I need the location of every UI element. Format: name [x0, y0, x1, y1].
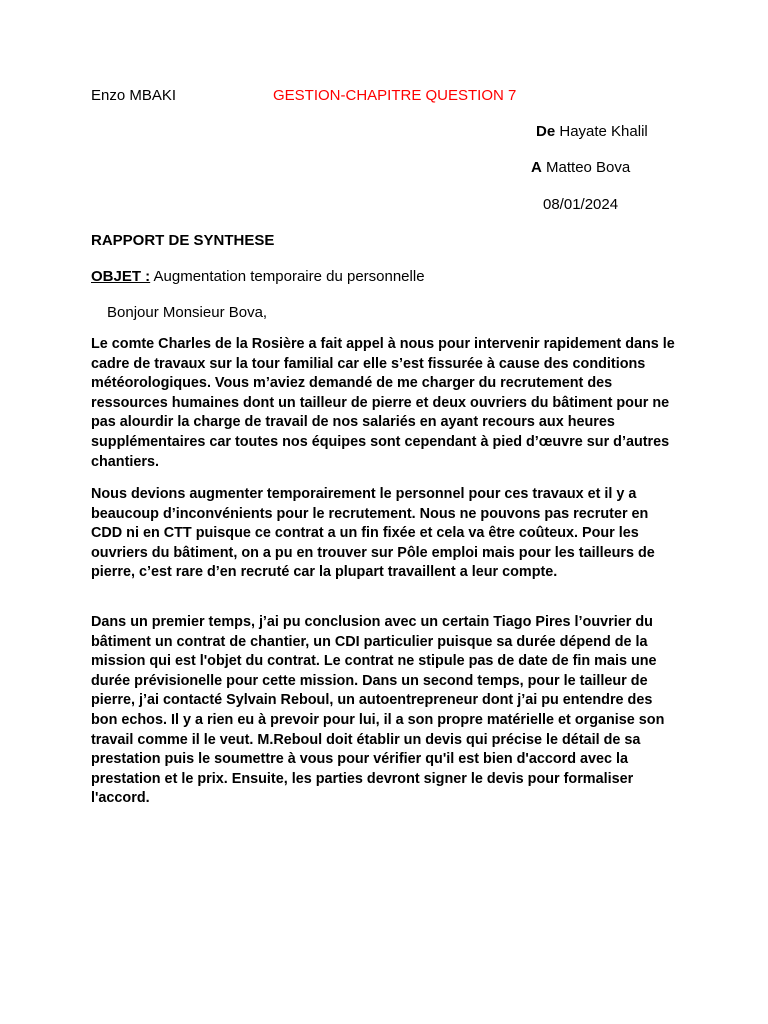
recipient-label: A [531, 159, 542, 176]
subject-label: OBJET : [91, 268, 151, 285]
recipient-line [531, 158, 630, 178]
sender-label: De [536, 123, 556, 140]
body-paragraph: Le comte Charles de la Rosière a fait appel à nous pour intervenir rapidement dans le cadre de travaux sur la tour familial car elle s’est fissurée à cause des conditions météorologiques. Vous m’aviez demandé de me charger du recrutement des ressources humaines dont un tailleur de pierre et deux ouvriers du bâtiment pour ne pas alourdir la charge de travail de nos salariés en ayant recours aux heures supplémentaires car toutes nos équipes sont cependant à pied d’œuvre sur d’autres chantiers. [91, 336, 675, 470]
body-paragraph: Nous devions augmenter temporairement le personnel pour ces travaux et il y a beaucoup d’inconvénients pour le recrutement. Nous ne pouvons pas recruter en CDD ni en CTT puisque ce contrat a un fin fixée et cela va être coûteux. Pour les ouvriers du bâtiment, on a pu en trouver sur Pôle emploi mais pour les tailleurs de pierre, c’est rare d’en recruté car la plupart travaillent a leur compte. [91, 486, 655, 581]
document-date: 08/01/2024 [543, 196, 619, 213]
greeting: Bonjour Monsieur Bova, [107, 304, 268, 321]
recipient-name: Matteo Bova [546, 159, 631, 176]
sender-line [536, 122, 648, 142]
subject-value: Augmentation temporaire du personnelle [153, 268, 425, 285]
report-title: RAPPORT DE SYNTHESE [91, 232, 275, 249]
sender-name: Hayate Khalil [559, 123, 648, 140]
document-heading: GESTION-CHAPITRE QUESTION 7 [273, 87, 517, 104]
body-paragraph: Dans un premier temps, j’ai pu conclusion avec un certain Tiago Pires l’ouvrier du bâtiment un contrat de chantier, un CDI particulier puisque sa durée dépend de la mission qui est l'objet du contrat. Le contrat ne stipule pas de date de fin mais une durée prévisionelle pour cette mission. Dans un second temps, pour le tailleur de pierre, j’ai contacté Sylvain Reboul, un autoentrepreneur dont j’ai pu entendre des bon echos. Il y a rien eu à prevoir pour lui, il a son propre matérielle et organise son travail comme il le veut. M.Reboul doit établir un devis qui précise le détail de sa prestation puis le soumettre à vous pour vérifier qu'il est bien d'accord avec la prestation et le prix. Ensuite, les parties devront signer le devis pour formaliser l'accord. [91, 614, 665, 807]
subject-line [91, 267, 425, 287]
author-name: Enzo MBAKI [91, 87, 177, 104]
